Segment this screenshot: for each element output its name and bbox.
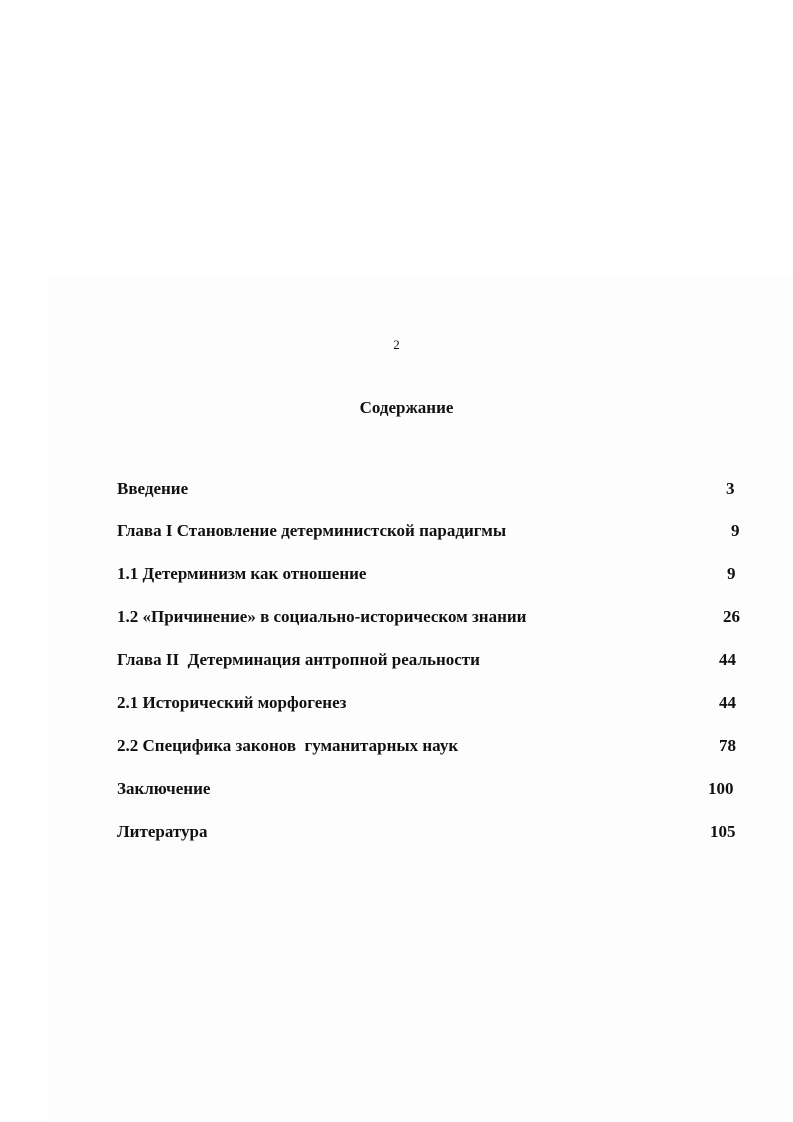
toc-entry-page: 44: [719, 693, 736, 712]
toc-entry-page: 44: [719, 650, 736, 669]
toc-entry-label: 2.2 Специфика законов гуманитарных наук: [117, 736, 459, 755]
toc-entry-page: 3: [726, 479, 735, 498]
toc-entry-section-1-2: [117, 607, 747, 629]
toc-entry-label: 1.1 Детерминизм как отношение: [117, 564, 367, 583]
toc-entry-page: 26: [723, 607, 740, 626]
toc-title: Содержание: [359, 398, 454, 417]
toc-entry-section-1-1: [117, 564, 747, 586]
page-number: 2: [393, 337, 400, 352]
toc-entry-label: Глава I Становление детерминистской парадигмы: [117, 521, 507, 540]
toc-entry-label: Глава II Детерминация антропной реальности: [117, 650, 480, 669]
toc-entry-page: 105: [710, 822, 736, 841]
toc-entry-label: Введение: [117, 479, 189, 498]
toc-entry-label: Заключение: [117, 779, 211, 798]
toc-entry-bibliography: [117, 822, 747, 844]
toc-entry-label: 1.2 «Причинение» в социально-историческом знании: [117, 607, 527, 626]
toc-entry-section-2-2: [117, 736, 747, 758]
toc-entry-section-2-1: [117, 693, 747, 715]
toc-entry-chapter-1: [117, 521, 747, 543]
toc-entry-chapter-2: [117, 650, 747, 672]
toc-entry-label: 2.1 Исторический морфогенез: [117, 693, 347, 712]
toc-entry-label: Литература: [117, 822, 208, 841]
toc-entry-page: 9: [731, 521, 740, 540]
toc-entry-page: 100: [708, 779, 734, 798]
toc-entry-page: 78: [719, 736, 736, 755]
toc-entry-page: 9: [727, 564, 736, 583]
toc-entry-conclusion: [117, 779, 747, 801]
toc-entry-introduction: [117, 479, 747, 501]
